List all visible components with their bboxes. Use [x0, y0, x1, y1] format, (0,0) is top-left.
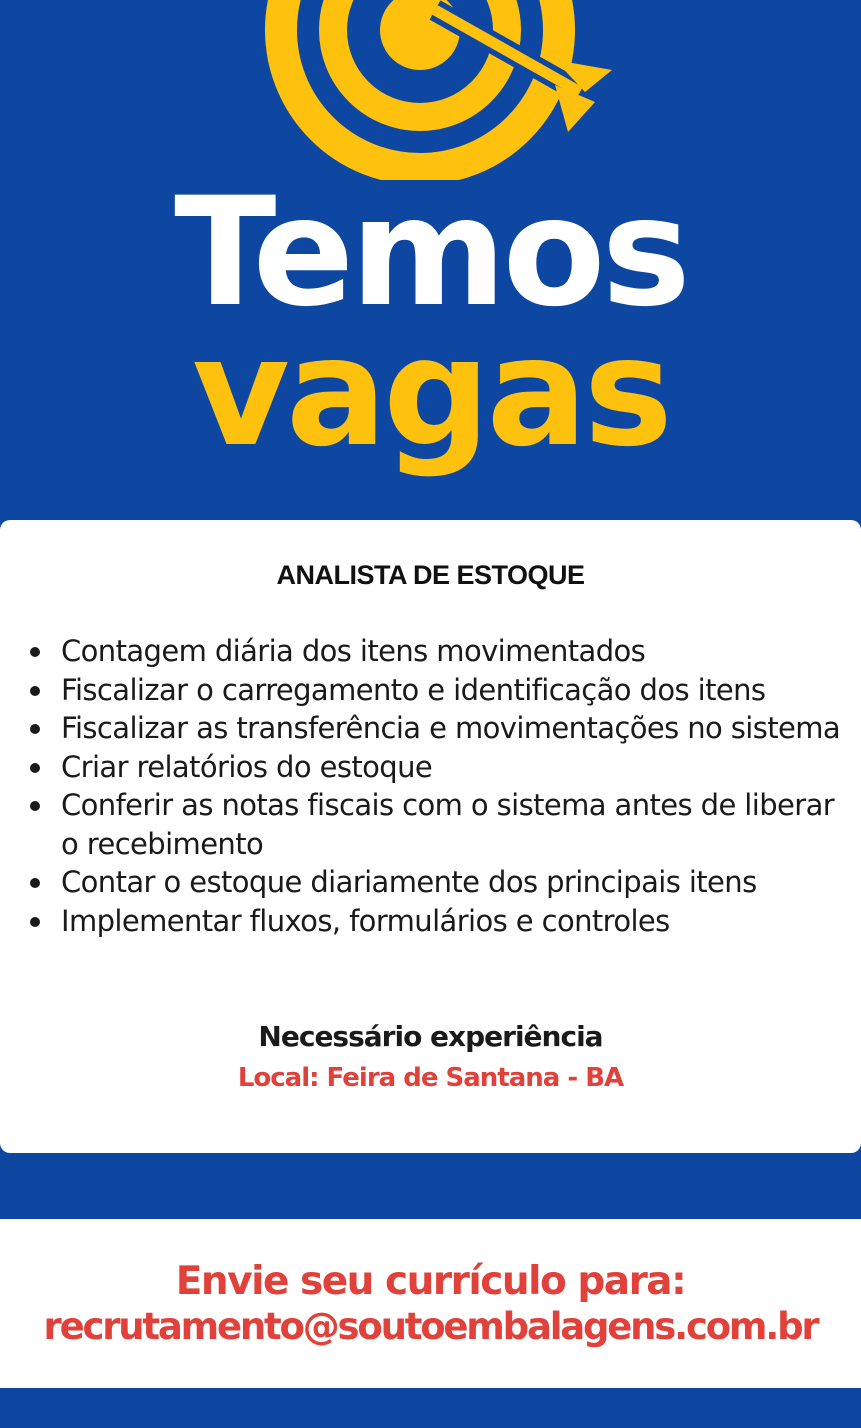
location-text: Local: Feira de Santana - BA: [237, 1063, 624, 1093]
job-card: [0, 520, 861, 1153]
duty-item: Fiscalizar as transferência e movimentações no sistema: [28, 709, 843, 748]
requirement-text: Necessário experiência: [258, 1020, 603, 1053]
duties-list: [28, 632, 843, 940]
duty-item: Contagem diária dos itens movimentados: [28, 632, 843, 671]
apply-section: [0, 1219, 861, 1388]
headline-temos: Temos: [174, 166, 687, 340]
headline-vagas: vagas: [192, 306, 669, 480]
divider-band: [0, 1153, 861, 1219]
footer-band: [0, 1388, 861, 1428]
hero-banner: [0, 0, 861, 520]
target-with-arrow-icon: [250, 0, 670, 180]
duty-item: Implementar fluxos, formulários e controles: [28, 902, 843, 941]
duty-item: Criar relatórios do estoque: [28, 748, 843, 787]
duty-item: Fiscalizar o carregamento e identificação dos itens: [28, 671, 843, 710]
apply-label: Envie seu currículo para:: [175, 1259, 686, 1304]
contact-email[interactable]: recrutamento@soutoembalagens.com.br: [43, 1305, 818, 1348]
duty-item: Conferir as notas fiscais com o sistema antes de liberar o recebimento: [28, 786, 843, 863]
duty-item: Contar o estoque diariamente dos principais itens: [28, 863, 843, 902]
job-title: ANALISTA DE ESTOQUE: [276, 560, 585, 590]
